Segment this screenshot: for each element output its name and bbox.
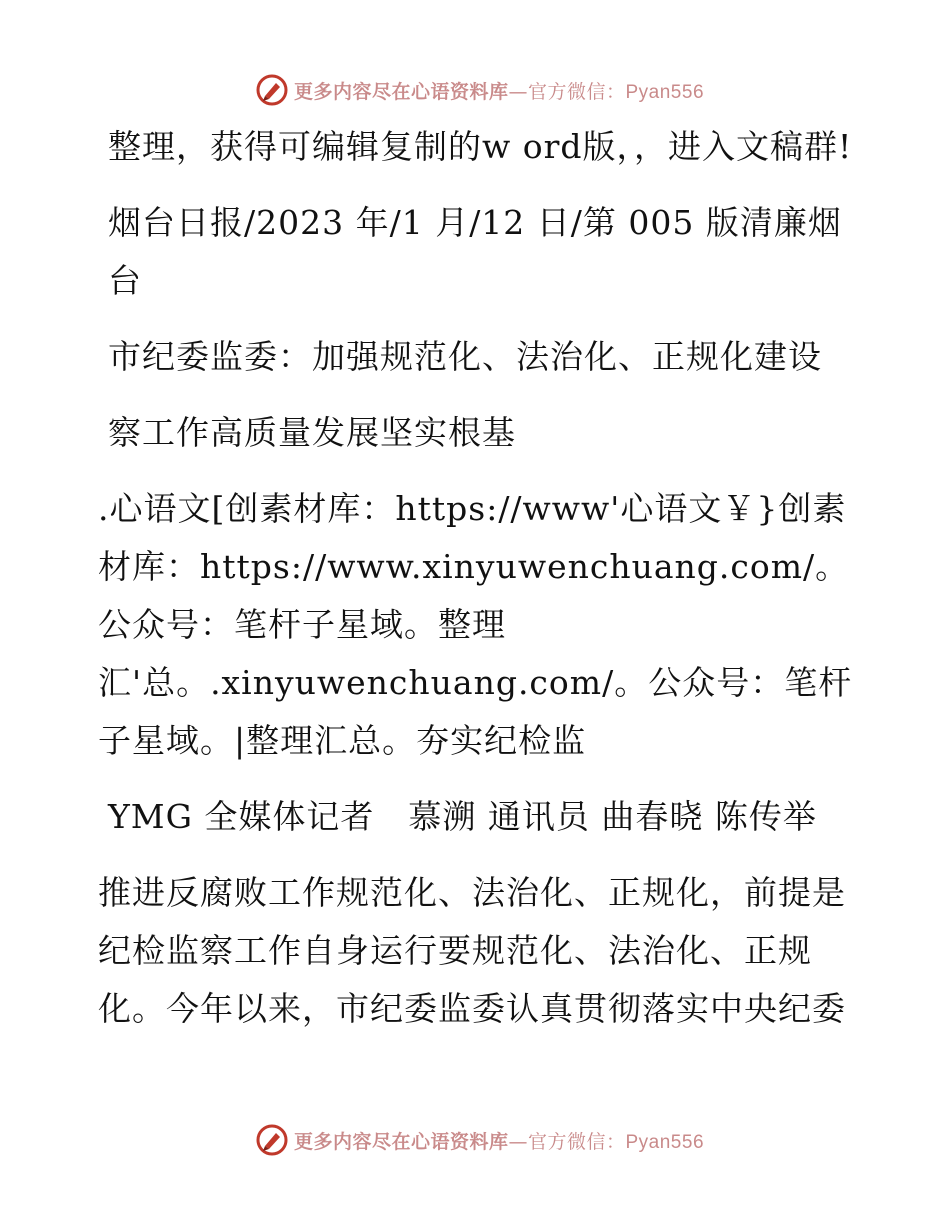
paragraph-8: 推进反腐败工作规范化、法治化、正规化，前提是纪检监察工作自身运行要规范化、法治化、正规化。今年以来，市纪委监委认真贯彻落实中央纪委 — [98, 873, 846, 1028]
paragraph-1: 整理，获得可编辑复制的w ord版，，进入文稿群! — [108, 127, 853, 166]
banner-text: 更多内容尽在心语资料库—官方微信：Pyan556 — [293, 1130, 705, 1153]
pen-logo-icon — [256, 1124, 288, 1156]
header-banner — [0, 72, 950, 108]
paragraph-2: 烟台日报/2023 年/1 月/12 日/第 005 版清廉烟台 — [108, 203, 842, 300]
pen-logo-icon — [256, 74, 288, 106]
banner-text: 更多内容尽在心语资料库—官方微信：Pyan556 — [293, 80, 705, 103]
paragraph-3: 市纪委监委：加强规范化、法治化、正规化建设 — [108, 337, 822, 376]
banner-inner — [256, 1124, 704, 1156]
paragraph-7: YMG 全媒体记者 慕溯 通讯员 曲春晓 陈传举 — [108, 797, 817, 836]
document-body — [98, 118, 858, 1038]
footer-banner — [0, 1122, 950, 1158]
banner-inner — [256, 74, 704, 106]
paragraph-5: .心语文[创素材库：https://www'心语文￥}创素材库：https://www.xinyuwenchuang.com/。公众号：笔杆子星域。整理 — [98, 489, 850, 644]
paragraph-4: 察工作高质量发展坚实根基 — [108, 413, 516, 452]
paragraph-6: 汇'总。.xinyuwenchuang.com/。公众号：笔杆子星域。|整理汇总。夯实纪检监 — [98, 663, 853, 760]
